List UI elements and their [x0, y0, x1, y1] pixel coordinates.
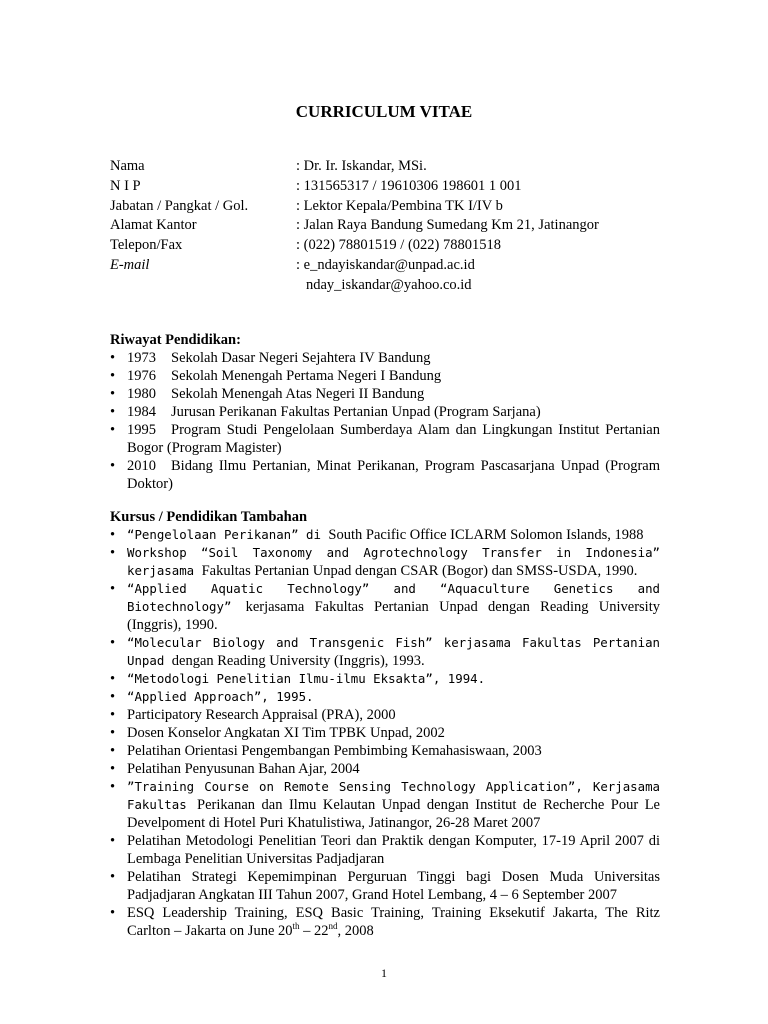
list-item — [110, 544, 660, 580]
list-item — [110, 349, 660, 367]
list-item — [110, 742, 660, 760]
page-number: 1 — [381, 966, 387, 980]
item-text: Participatory Research Appraisal (PRA), 2000 — [127, 707, 396, 723]
item-text: dengan Reading University (Inggris), 1993. — [171, 653, 425, 669]
list-item — [110, 634, 660, 670]
list-item — [110, 421, 660, 457]
identity-value: : Lektor Kepala/Pembina TK I/IV b — [296, 197, 503, 214]
list-item — [110, 724, 660, 742]
identity-label: Telepon/Fax — [110, 237, 183, 254]
item-text: Pelatihan Metodologi Penelitian Teori dan Praktik dengan Komputer, 17-19 April 2007 di Lembaga Penelitian Universitas Padjadjaran — [127, 833, 660, 867]
item-text-styled: “Molecular Biology and Transgenic Fish” kerjasama Fakultas Pertanian Unpad — [127, 635, 660, 668]
year: 1976 — [127, 368, 156, 384]
identity-row-telepon — [110, 236, 670, 256]
document-title: CURRICULUM VITAE — [295, 102, 473, 121]
education-list — [110, 349, 660, 493]
item-text: Jurusan Perikanan Fakultas Pertanian Unpad (Program Sarjana) — [171, 404, 541, 420]
item-text: Sekolah Menengah Pertama Negeri I Bandung — [171, 368, 442, 384]
identity-label: Nama — [110, 158, 145, 174]
item-text-styled: “Pengelolaan Perikanan” di — [127, 527, 329, 542]
identity-label: Jabatan / Pangkat / Gol. — [110, 197, 249, 214]
identity-label-empty — [110, 276, 296, 296]
item-text: Program Studi Pengelolaan Sumberdaya Alam dan Lingkungan Institut Pertanian Bogor (Program Magister) — [127, 422, 660, 456]
identity-value: : (022) 78801519 / (022) 78801518 — [296, 237, 501, 254]
identity-label: N I P — [110, 177, 141, 194]
item-text: Sekolah Dasar Negeri Sejahtera IV Bandung — [171, 350, 431, 366]
item-text: Pelatihan Strategi Kepemimpinan Perguruan Tinggi bagi Dosen Muda Universitas Padjadjaran Angkatan III Tahun 2007, Grand Hotel Lembang, 4 – 6 September 2007 — [127, 869, 660, 903]
year: 1995 — [127, 422, 156, 438]
list-item — [110, 580, 660, 634]
identity-row-nama — [110, 157, 670, 177]
item-text: ESQ Leadership Training, ESQ Basic Training, Training Eksekutif Jakarta, The Ritz Carlton – Jakarta on June 20 — [127, 905, 660, 939]
item-text: South Pacific Office ICLARM Solomon Islands, 1988 — [328, 527, 644, 543]
item-text: Pelatihan Penyusunan Bahan Ajar, 2004 — [127, 761, 360, 777]
list-item — [110, 868, 660, 904]
list-item — [110, 760, 660, 778]
item-text-styled: ”Training Course on Remote Sensing Technology Application”, Kerjasama Fakultas — [127, 779, 660, 812]
item-text-styled: “Applied Aquatic Technology” and “Aquaculture Genetics and Biotechnology” — [127, 581, 660, 614]
list-item — [110, 457, 660, 493]
list-item — [110, 403, 660, 421]
identity-row-nip — [110, 177, 670, 197]
item-text: , 2008 — [337, 923, 374, 939]
list-item — [110, 526, 660, 544]
item-text-styled: Workshop “Soil Taxonomy and Agrotechnology Transfer in Indonesia” kerjasama — [127, 545, 660, 578]
superscript: nd — [328, 921, 338, 932]
identity-label: E-mail — [110, 256, 150, 273]
year: 1980 — [127, 386, 156, 402]
identity-row-email-2 — [110, 276, 670, 296]
identity-value: : e_ndayiskandar@unpad.ac.id — [296, 256, 475, 273]
identity-row-jabatan — [110, 197, 670, 217]
item-text: Dosen Konselor Angkatan XI Tim TPBK Unpad, 2002 — [127, 725, 445, 741]
item-text: kerjasama Fakultas Pertanian Unpad dengan Reading University (Inggris), 1990. — [127, 599, 660, 633]
identity-value: nday_iskandar@yahoo.co.id — [306, 276, 472, 293]
list-item — [110, 832, 660, 868]
item-text: Fakultas Pertanian Unpad dengan CSAR (Bogor) dan SMSS-USDA, 1990. — [201, 563, 638, 579]
list-item — [110, 688, 660, 706]
list-item — [110, 385, 660, 403]
identity-label: Alamat Kantor — [110, 217, 197, 234]
item-text: – 22 — [299, 923, 329, 939]
item-text: Perikanan dan Ilmu Kelautan Unpad dengan Institut de Recherche Pour Le Develpoment di Hotel Puri Khatulistiwa, Jatinangor, 26-28 Maret 2007 — [127, 797, 660, 831]
year: 1973 — [127, 350, 156, 366]
list-item — [110, 778, 660, 832]
year: 2010 — [127, 458, 156, 474]
identity-row-alamat — [110, 216, 670, 236]
identity-block — [110, 157, 670, 296]
year: 1984 — [127, 404, 156, 420]
identity-value: : Jalan Raya Bandung Sumedang Km 21, Jatinangor — [296, 217, 599, 234]
courses-heading: Kursus / Pendidikan Tambahan — [110, 509, 308, 525]
item-text-styled: “Metodologi Penelitian Ilmu-ilmu Eksakta”, 1994. — [127, 671, 486, 686]
item-text-styled: “Applied Approach”, 1995. — [127, 689, 314, 704]
list-item — [110, 706, 660, 724]
list-item — [110, 670, 660, 688]
item-text: Bidang Ilmu Pertanian, Minat Perikanan, Program Pascasarjana Unpad (Program Doktor) — [127, 458, 660, 492]
education-heading: Riwayat Pendidikan: — [110, 332, 241, 348]
superscript: th — [292, 921, 300, 932]
identity-row-email — [110, 256, 670, 276]
identity-value: : 131565317 / 19610306 198601 1 001 — [296, 177, 522, 194]
list-item — [110, 367, 660, 385]
courses-list — [110, 526, 660, 940]
item-text: Pelatihan Orientasi Pengembangan Pembimbing Kemahasiswaan, 2003 — [127, 743, 542, 759]
list-item — [110, 904, 660, 940]
item-text: Sekolah Menengah Atas Negeri II Bandung — [171, 386, 425, 402]
identity-value: : Dr. Ir. Iskandar, MSi. — [296, 158, 427, 174]
